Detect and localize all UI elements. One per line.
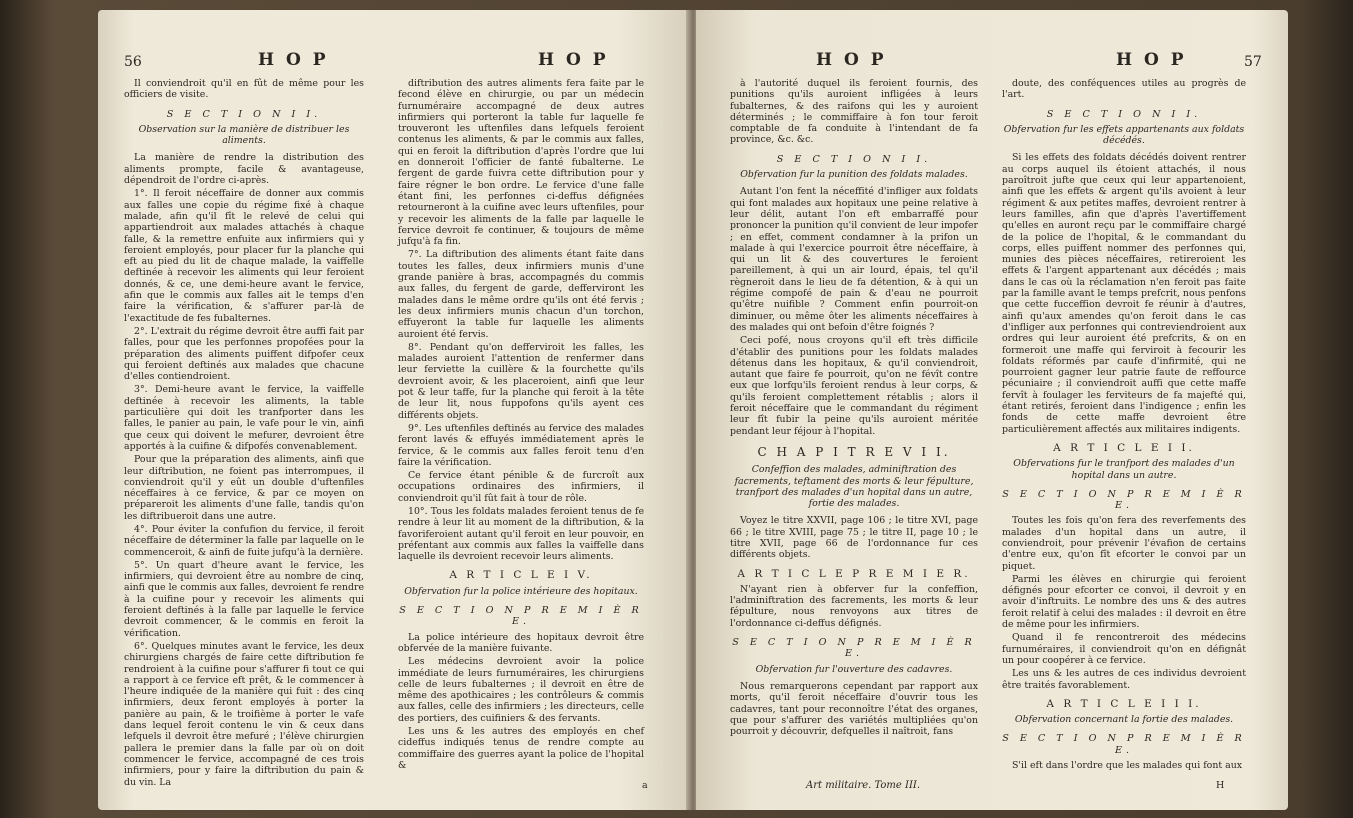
paragraph: 6°. Quelques minutes avant le fervice, les deux chirurgiens chargés de faire cette diftribution fe rendroient à la cuifine pour s'affurer fi tout ce qui a rapport à ce fervice eft prêt, & le commencer à l'heure indiquée de la manière qui fuit : des cinq infirmiers, deux feront employés à porter la panière au pain, & le troifième à porter le vafe dans lequel feroit contenu le vin & ceux dans lefquels il devroit être mefuré ; l'élève chirurgien pallera le premier dans la falle par où on doit commencer le fervice, accompagné de ces trois infirmiers, pour y faire la diftribution du pain & du vin. La [124,640,364,788]
chapter-heading: C H A P I T R E V I I. [757,444,951,459]
paragraph: Si les effets des foldats décédés doivent rentrer au corps auquel ils étoient attachés, il nous paroîtroit jufte que ceux qui leur appartenoient, ainfi que les effets & argent qu'ils avoient à leur régiment & aux petites maffes, devroient rentrer à leurs familles, afin que d'après l'avertiffement qu'elles en auront reçu par le commiffaire chargé de la police de l'hopital, & le commandant du corps, elles puiffent nommer des perfonnes qui, munies des pièces néceffaires, retireroient les effets & l'argent appartenant aux décédés ; mais dans le cas où la réclamation n'en feroit pas faite par la famille avant le temps prefcrit, nous penfons que cette fucceffion devroit fe réunir à d'autres, ainfi qu'aux amendes qu'on feroit dans le cas d'infliger aux perfonnes qui contreviendroient aux ordres qui leur auroient été prefcrits, & on en formeroit une maffe qui ferviroit à fecourir les foldats réformés par caufe d'infirmité, qui ne pourroient gagner leur patrie faute de reffource pécuniaire ; il conviendroit auffi que cette maffe fervît à foulager les ferviteurs de fa majefté qui, étant retirés, feroient dans l'indigence ; enfin les fonds de cette maffe devroient être particulièrement affectés aux militaires indigents. [1002,152,1246,435]
left-column-2 [398,78,644,773]
paragraph: Quand il fe rencontreroit des médecins furnuméraires, il conviendroit qu'on en défignât un pour coopérer à ce fervice. [1002,632,1246,666]
book-spread [98,10,1288,810]
paragraph: à l'autorité duquel ils feroient fournis, des punitions qu'ils auroient infligées à leurs fubalternes, & des raifons qui les y auroient déterminés ; le commiffaire à fon tour feroit comptable de fa conduite à l'intendant de fa province, &c. &c. [730,78,978,146]
paragraph: La police intérieure des hopitaux devroit être obfervée de la manière fuivante. [398,631,644,654]
section-heading: S E C T I O N I I. [166,108,322,120]
page-number: 56 [124,54,142,70]
article-heading: A R T I C L E P R E M I E R. [737,567,971,580]
article-subtitle: Obfervation concernant la fortie des malades. [1014,714,1234,726]
paragraph: S'il eft dans l'ordre que les malades qui font aux [1012,760,1243,772]
paragraph: Les uns & les autres des employés en chef cideffus indiqués tenus de rendre compte au commiffaire des guerres ayant la police de l'hopital & [398,726,644,771]
paragraph: diftribution des autres aliments fera faite par le fecond élève en chirurgie, ou par un médecin furnuméraire accompagné de deux autres infirmiers qui porteront la table fur laquelle fe trouveront les uftenfiles dans lefquels feroient contenus les aliments, & par le commis aux falles, qui en feroit la diftribution d'après l'ordre que lui en donneroit l'officier de fanté fubalterne. Le fergent de garde fuivra cette diftribution pour y faire régner le bon ordre. Le fervice d'une falle étant fini, les perfonnes ci-deffus défignées retourneront à la cuifine avec leurs uftenfiles, pour y recevoir les aliments de la falle par laquelle le fervice devroit fe continuer, & toujours de même jufqu'à fa fin. [398,78,644,248]
paragraph: Ceci pofé, nous croyons qu'il eft très difficile d'établir des punitions pour les foldats malades détenus dans les hopitaux, & qu'il conviendroit, autant que faire fe pourroit, qu'on ne févît contre eux que lorfqu'ils feroient rendus à leur corps, & qu'ils feroient complettement rétablis ; alors il feroit néceffaire que le commandant du régiment leur fît fubir la peine qu'ils auroient méritée pendant leur féjour à l'hopital. [730,335,978,437]
left-page [98,10,690,810]
paragraph: Autant l'on fent la néceffité d'infliger aux foldats qui font malades aux hopitaux une peine relative à leur délit, autant l'on eft embarraffé pour prononcer la punition qu'il convient de leur impofer ; en effet, comment condamner à la prifon un malade à qui l'exercice pourroit être néceffaire, à qui un lit & des couvertures le feroient pareillement, à qui un air lourd, épais, tel qu'il règneroit dans le lieu de fa détention, & à qui un régime compofé de pain & d'eau ne pourroit qu'être nuifible ? Comment enfin pourroit-on diminuer, ou même ôter les aliments néceffaires à des malades qui ont befoin d'être foignés ? [730,186,978,333]
paragraph: Pour que la préparation des aliments, ainfi que leur diftribution, ne foient pas interrompues, il conviendroit qu'il y eût un double d'uftenfiles néceffaires à ce fervice, & par ce moyen on prépareroit les aliments d'une falle, tandis qu'on les diftribueroit dans une autre. [124,454,364,522]
paragraph: Les médecins devroient avoir la police immédiate de leurs furnuméraires, les chirurgiens celle de leurs fubalternes ; il devroit en être de même des apothicaires ; les contrôleurs & commis aux falles, celle des infirmiers ; les directeurs, celle des portiers, des cuifiniers & des fervants. [398,656,644,724]
running-head-2: H O P [538,50,609,70]
section-subtitle: Obfervation fur les effets appartenants aux foldats décédés. [1003,123,1245,147]
left-column-1 [124,78,364,790]
signature-line: Art militaire. Tome III. [806,780,921,791]
paragraph: La manière de rendre la distribution des aliments prompte, facile & avantageuse, dépendroit de l'ordre ci-après. [124,152,364,187]
right-column-1 [730,78,978,739]
section-subtitle: Obfervation fur l'ouverture des cadavres. [755,663,953,675]
chapter-subtitle: Confeffion des malades, adminiftration des facrements, teftament des morts & leur fépulture, tranfport des malades d'un hopital dans un autre, fortie des malades. [734,464,974,510]
catchword: a [642,780,648,791]
right-column-2 [1002,78,1246,773]
paragraph: Toutes les fois qu'on fera des reverfements des malades d'un hopital dans un autre, il conviendroit, pour prévenir l'évafion de certains d'entre eux, qu'on fît efcorter le convoi par un piquet. [1002,515,1246,572]
page-number: 57 [1244,54,1262,70]
paragraph: 4°. Pour éviter la confufion du fervice, il feroit néceffaire de déterminer la falle par laquelle on le commenceroit, & ainfi de fuite jufqu'à la dernière. [124,523,364,558]
article-heading: A R T I C L E I V. [449,569,593,582]
paragraph: Nous remarquerons cependant par rapport aux morts, qu'il feroit néceffaire d'ouvrir tous les cadavres, tant pour reconnoître l'état des organes, que pour s'affurer des variétés multipliées qu'on pourroit y découvrir, defquelles il naîtroit, fans [730,680,978,738]
running-head-2: H O P [1116,50,1187,70]
paragraph: Voyez le titre XXVII, page 106 ; le titre XVI, page 66 ; le titre XVIII, page 75 ; le titre II, page 10 ; le titre XVII, page 66 de l'ordonnance fur ces différents objets. [730,515,978,561]
right-page [696,10,1288,810]
article-heading: A R T I C L E I I. [1053,441,1195,454]
running-head: H O P [258,50,329,70]
paragraph: 10°. Tous les foldats malades feroient tenus de fe rendre à leur lit au moment de la diftribution, & la favoriferoient autant qu'il feroit en leur pouvoir, en préfentant aux commis aux falles la vaiffelle dans laquelle ils devroient recevoir leurs aliments. [398,505,644,563]
article-subtitle: Obfervations fur le tranfport des malades d'un hopital dans un autre. [1013,458,1235,481]
section-heading: S E C T I O N I I. [776,153,932,165]
section-heading: S E C T I O N P R E M I È R E. [1002,733,1246,756]
article-heading: A R T I C L E I I I. [1046,697,1202,710]
section-heading: S E C T I O N P R E M I È R E. [1002,488,1246,512]
paragraph: doute, des conféquences utiles au progrès de l'art. [1002,78,1246,101]
paragraph: 5°. Un quart d'heure avant le fervice, les infirmiers, qui devroient être au nombre de cinq, ainfi que le commis aux falles, devroient fe rendre à la cuifine pour y recevoir les aliments qui feroient deftinés à la falle par laquelle le fervice devroit commencer, & le commis en feroit la vérification. [124,559,364,639]
paragraph: 1°. Il feroit néceffaire de donner aux commis aux falles une copie du régime fixé à chaque malade, afin qu'il fît le relevé de celui qui appartiendroit aux malades attachés à chaque falle, & la remettre enfuite aux infirmiers qui y feroient employés, pour placer fur la planche qui eft au pied du lit de chaque malade, la vaiffelle deftinée à recevoir les aliments qui leur feroient donnés, & ce, une demi-heure avant le fervice, afin que le commis aux falles ait le temps d'en faire la vérification, & s'affurer par-là de l'exactitude de fes fubalternes. [124,188,364,324]
running-head: H O P [816,50,887,70]
paragraph: Parmi les élèves en chirurgie qui feroient défignés pour efcorter ce convoi, il devroit y en avoir d'inftruits. Le nombre des uns & des autres feroit relatif à celui des malades : il devroit en être de même pour les infirmiers. [1002,573,1246,631]
section-subtitle: Obfervation fur la punition des foldats malades. [740,169,968,181]
article-subtitle: Obfervation fur la police intérieure des hopitaux. [404,585,638,597]
catchword: H [1216,780,1225,791]
section-heading: S E C T I O N I I. [1046,108,1202,120]
paragraph: 9°. Les uftenfiles deftinés au fervice des malades feront lavés & effuyés immédiatement après le fervice, & le commis aux falles feroit tenu d'en faire la vérification. [398,422,644,468]
paragraph: N'ayant rien à obferver fur la confeffion, l'adminiftration des facrements, les morts & leur fépulture, nous renvoyons aux titres de l'ordonnance ci-deffus défignés. [730,583,978,629]
paragraph: 7°. La diftribution des aliments étant faite dans toutes les falles, deux infirmiers munis d'une grande panière à bras, accompagnés du commis aux falles, du fergent de garde, defferviront les malades dans le même ordre qu'ils ont été fervis ; les deux infirmiers munis chacun d'un torchon, effuyeront la table fur laquelle les aliments auroient été fervis. [398,249,644,340]
section-heading: S E C T I O N P R E M I È R E. [399,605,643,628]
paragraph: 2°. L'extrait du régime devroit être auffi fait par falles, pour que les perfonnes propofées pour la préparation des aliments puiffent difpofer ceux qui feroient deftinés aux malades que chacune d'elles contiendroient. [124,325,364,383]
paragraph: 8°. Pendant qu'on defferviroit les falles, les malades auroient l'attention de renfermer dans leur ferviette la cuillère & la fourchette qu'ils devroient avoir, & les placeroient, ainfi que leur pot & leur taffe, fur la planche qui feroit à la tête de leur lit, nous fuppofons qu'ils ayent ces différents objets. [398,341,644,421]
section-heading: S E C T I O N P R E M I È R E. [732,637,976,660]
paragraph: 3°. Demi-heure avant le fervice, la vaiffelle deftinée à recevoir les aliments, la table particulière qui doit les tranfporter dans les falles, le panier au pain, le vafe pour le vin, ainfi que ceux qui doivent le mefurer, devroient être apportés à la cuifine & difpofés convenablement. [124,384,364,452]
paragraph: Il conviendroit qu'il en fût de même pour les officiers de visite. [124,78,364,101]
section-subtitle: Observation sur la manière de distribuer les aliments. [138,123,350,147]
paragraph: Ce fervice étant pénible & de furcroît aux occupations ordinaires des infirmiers, il conviendroit qu'il fût fait à tour de rôle. [398,470,644,504]
paragraph: Les uns & les autres de ces individus devroient être traités favorablement. [1002,668,1246,691]
